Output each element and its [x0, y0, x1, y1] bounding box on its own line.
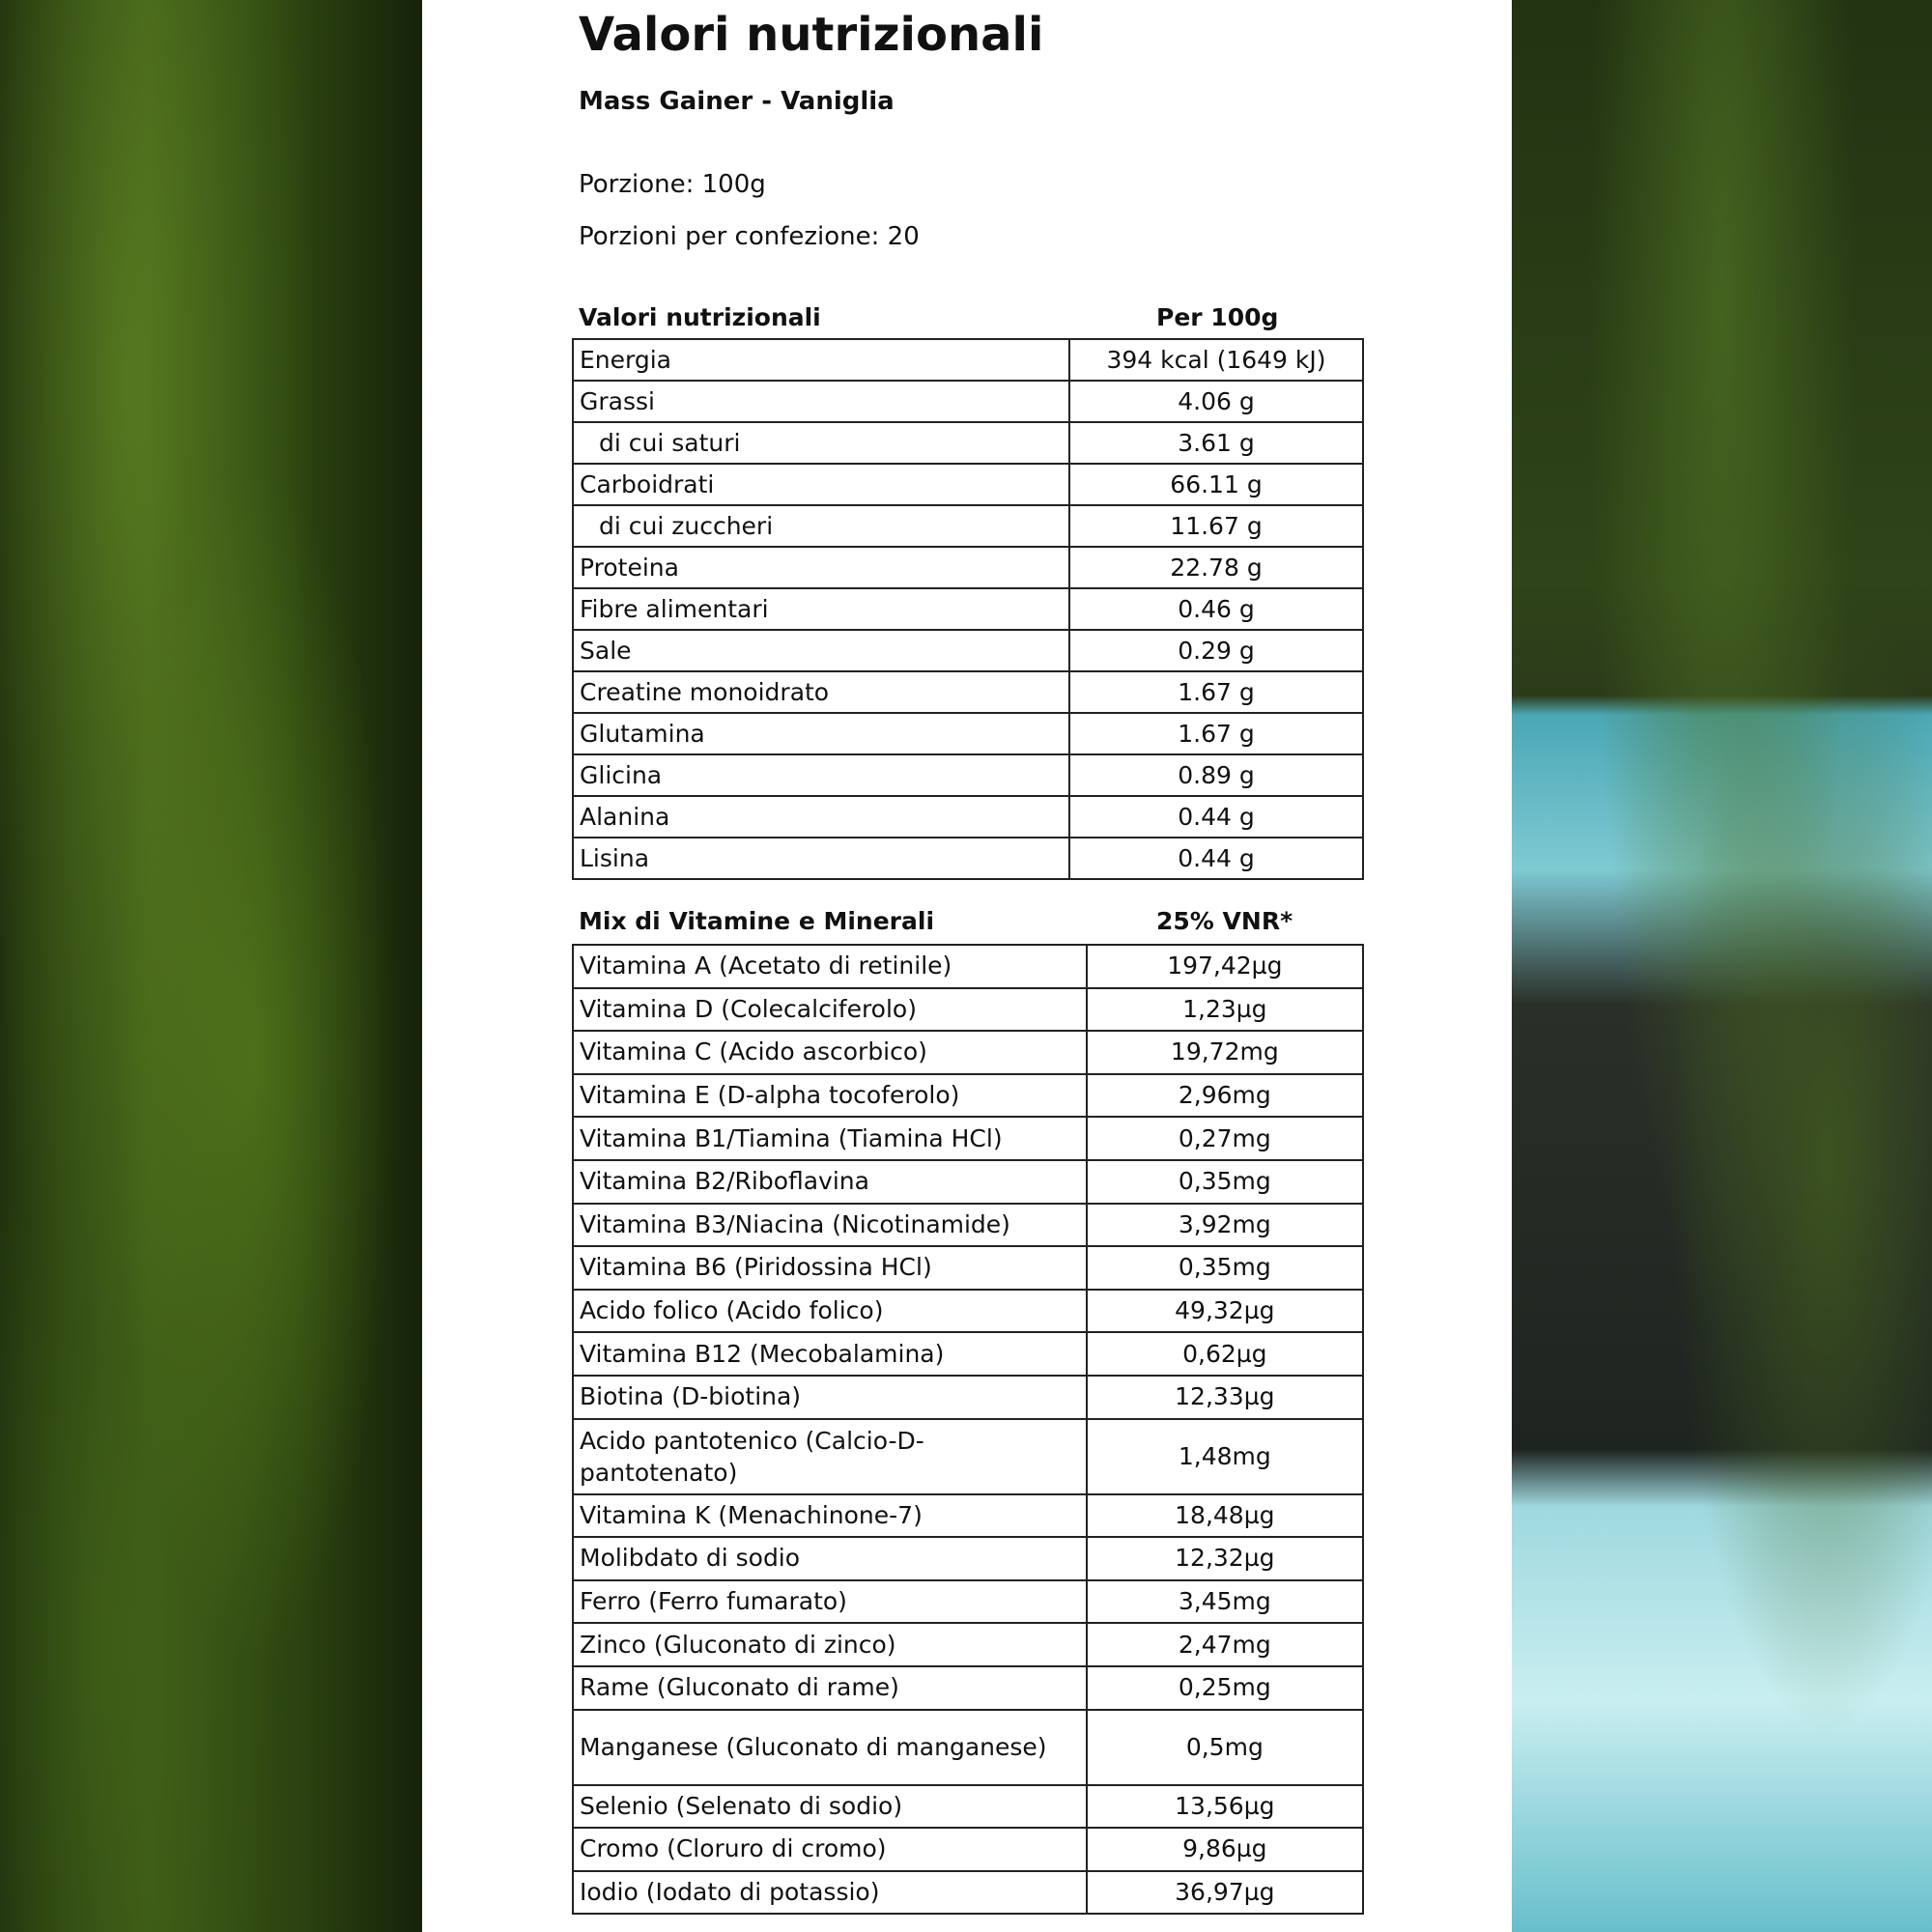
table-row — [573, 1031, 1363, 1074]
table-row — [573, 1290, 1363, 1333]
vitamin-name: Molibdato di sodio — [573, 1537, 1087, 1580]
nutrient-name: Carboidrati — [573, 464, 1069, 505]
nutrient-value: 0.29 g — [1069, 630, 1363, 671]
table-row — [573, 838, 1363, 879]
vitamin-name: Manganese (Gluconato di manganese) — [573, 1710, 1087, 1785]
table-row — [573, 988, 1363, 1032]
vitamin-name: Selenio (Selenato di sodio) — [573, 1785, 1087, 1829]
vitamin-name: Iodio (Iodato di potassio) — [573, 1871, 1087, 1915]
table-row — [573, 796, 1363, 838]
table-row — [573, 1160, 1363, 1204]
vitamin-value: 0,25mg — [1087, 1666, 1363, 1710]
table-row — [573, 339, 1363, 381]
table-row — [573, 671, 1363, 713]
vitamin-value: 0,5mg — [1087, 1710, 1363, 1785]
table-row — [573, 1623, 1363, 1666]
nutrient-name: Sale — [573, 630, 1069, 671]
vitamin-name: Zinco (Gluconato di zinco) — [573, 1623, 1087, 1666]
table-row — [573, 713, 1363, 754]
vitamin-name: Vitamina B1/Tiamina (Tiamina HCl) — [573, 1117, 1087, 1160]
vitamin-value: 197,42µg — [1087, 945, 1363, 988]
vitamin-value: 18,48µg — [1087, 1494, 1363, 1538]
table-row — [573, 1580, 1363, 1624]
nutrient-value: 1.67 g — [1069, 713, 1363, 754]
table-row — [573, 547, 1363, 588]
vitamin-value: 2,47mg — [1087, 1623, 1363, 1666]
table-row — [573, 1666, 1363, 1710]
background-photo-left — [0, 0, 422, 1932]
vitamin-value: 19,72mg — [1087, 1031, 1363, 1074]
vitamin-value: 12,32µg — [1087, 1537, 1363, 1580]
vitamin-value: 1,48mg — [1087, 1419, 1363, 1494]
nutrient-value: 11.67 g — [1069, 505, 1363, 547]
table-row — [573, 630, 1363, 671]
vitamin-name: Vitamina A (Acetato di retinile) — [573, 945, 1087, 988]
page-title: Valori nutrizionali — [579, 8, 1044, 62]
table-row — [573, 381, 1363, 422]
nutrient-value: 1.67 g — [1069, 671, 1363, 713]
table-row — [573, 1204, 1363, 1247]
table-row — [573, 505, 1363, 547]
vitamin-mineral-table — [572, 944, 1364, 1915]
vitamin-value: 0,27mg — [1087, 1117, 1363, 1160]
nutrient-value: 0.44 g — [1069, 838, 1363, 879]
background-photo-right — [1512, 0, 1932, 1932]
vitamin-name: Acido folico (Acido folico) — [573, 1290, 1087, 1333]
table-row — [573, 422, 1363, 464]
vitamin-value: 12,33µg — [1087, 1376, 1363, 1419]
nutrient-name: Alanina — [573, 796, 1069, 838]
nutrient-value: 3.61 g — [1069, 422, 1363, 464]
nutrient-name: di cui zuccheri — [573, 505, 1069, 547]
vitamin-value: 0,62µg — [1087, 1332, 1363, 1376]
vitamin-name: Vitamina E (D-alpha tocoferolo) — [573, 1074, 1087, 1118]
table-row — [573, 1074, 1363, 1118]
table-row — [573, 1376, 1363, 1419]
vitamin-name: Biotina (D-biotina) — [573, 1376, 1087, 1419]
nutrient-name: Grassi — [573, 381, 1069, 422]
table-row — [573, 1537, 1363, 1580]
table-row — [573, 1419, 1363, 1494]
vitamin-table-header-label: Mix di Vitamine e Minerali — [579, 907, 935, 935]
vitamin-name: Vitamina B2/Riboflavina — [573, 1160, 1087, 1204]
nutrient-value: 66.11 g — [1069, 464, 1363, 505]
table-row — [573, 1117, 1363, 1160]
nutrient-name: Lisina — [573, 838, 1069, 879]
vitamin-value: 3,45mg — [1087, 1580, 1363, 1624]
table-row — [573, 464, 1363, 505]
vitamin-value: 1,23µg — [1087, 988, 1363, 1032]
table-row — [573, 1871, 1363, 1915]
vitamin-name: Rame (Gluconato di rame) — [573, 1666, 1087, 1710]
table-row — [573, 1332, 1363, 1376]
serving-size: Porzione: 100g — [579, 170, 766, 199]
nutrition-table — [572, 338, 1364, 880]
nutrient-name: Fibre alimentari — [573, 588, 1069, 630]
table-row — [573, 754, 1363, 796]
vitamin-name: Vitamina D (Colecalciferolo) — [573, 988, 1087, 1032]
nutrient-value: 4.06 g — [1069, 381, 1363, 422]
vitamin-value: 3,92mg — [1087, 1204, 1363, 1247]
nutrient-name: Creatine monoidrato — [573, 671, 1069, 713]
product-name: Mass Gainer - Vaniglia — [579, 87, 895, 116]
vitamin-table-header-value: 25% VNR* — [1156, 907, 1293, 935]
nutrition-table-header-value: Per 100g — [1156, 303, 1279, 331]
vitamin-value: 0,35mg — [1087, 1246, 1363, 1290]
nutrient-value: 0.89 g — [1069, 754, 1363, 796]
nutrient-value: 394 kcal (1649 kJ) — [1069, 339, 1363, 381]
vitamin-name: Vitamina B3/Niacina (Nicotinamide) — [573, 1204, 1087, 1247]
vitamin-name: Vitamina B6 (Piridossina HCl) — [573, 1246, 1087, 1290]
table-row — [573, 1710, 1363, 1785]
table-row — [573, 1494, 1363, 1538]
vitamin-name: Ferro (Ferro fumarato) — [573, 1580, 1087, 1624]
table-row — [573, 1828, 1363, 1871]
nutrient-name: di cui saturi — [573, 422, 1069, 464]
vitamin-value: 13,56µg — [1087, 1785, 1363, 1829]
table-row — [573, 945, 1363, 988]
nutrient-name: Proteina — [573, 547, 1069, 588]
vitamin-name: Vitamina K (Menachinone-7) — [573, 1494, 1087, 1538]
vitamin-value: 2,96mg — [1087, 1074, 1363, 1118]
nutrient-name: Glutamina — [573, 713, 1069, 754]
nutrient-value: 0.44 g — [1069, 796, 1363, 838]
table-row — [573, 588, 1363, 630]
nutrient-value: 22.78 g — [1069, 547, 1363, 588]
table-row — [573, 1785, 1363, 1829]
vitamin-name: Cromo (Cloruro di cromo) — [573, 1828, 1087, 1871]
vitamin-name: Acido pantotenico (Calcio-D-pantotenato) — [573, 1419, 1087, 1494]
vitamin-value: 0,35mg — [1087, 1160, 1363, 1204]
vitamin-value: 49,32µg — [1087, 1290, 1363, 1333]
nutrient-name: Energia — [573, 339, 1069, 381]
nutrient-value: 0.46 g — [1069, 588, 1363, 630]
servings-per-pack: Porzioni per confezione: 20 — [579, 222, 920, 251]
vitamin-name: Vitamina B12 (Mecobalamina) — [573, 1332, 1087, 1376]
nutrition-table-header-label: Valori nutrizionali — [579, 303, 821, 331]
nutrient-name: Glicina — [573, 754, 1069, 796]
table-row — [573, 1246, 1363, 1290]
vitamin-name: Vitamina C (Acido ascorbico) — [573, 1031, 1087, 1074]
vitamin-value: 9,86µg — [1087, 1828, 1363, 1871]
vitamin-value: 36,97µg — [1087, 1871, 1363, 1915]
